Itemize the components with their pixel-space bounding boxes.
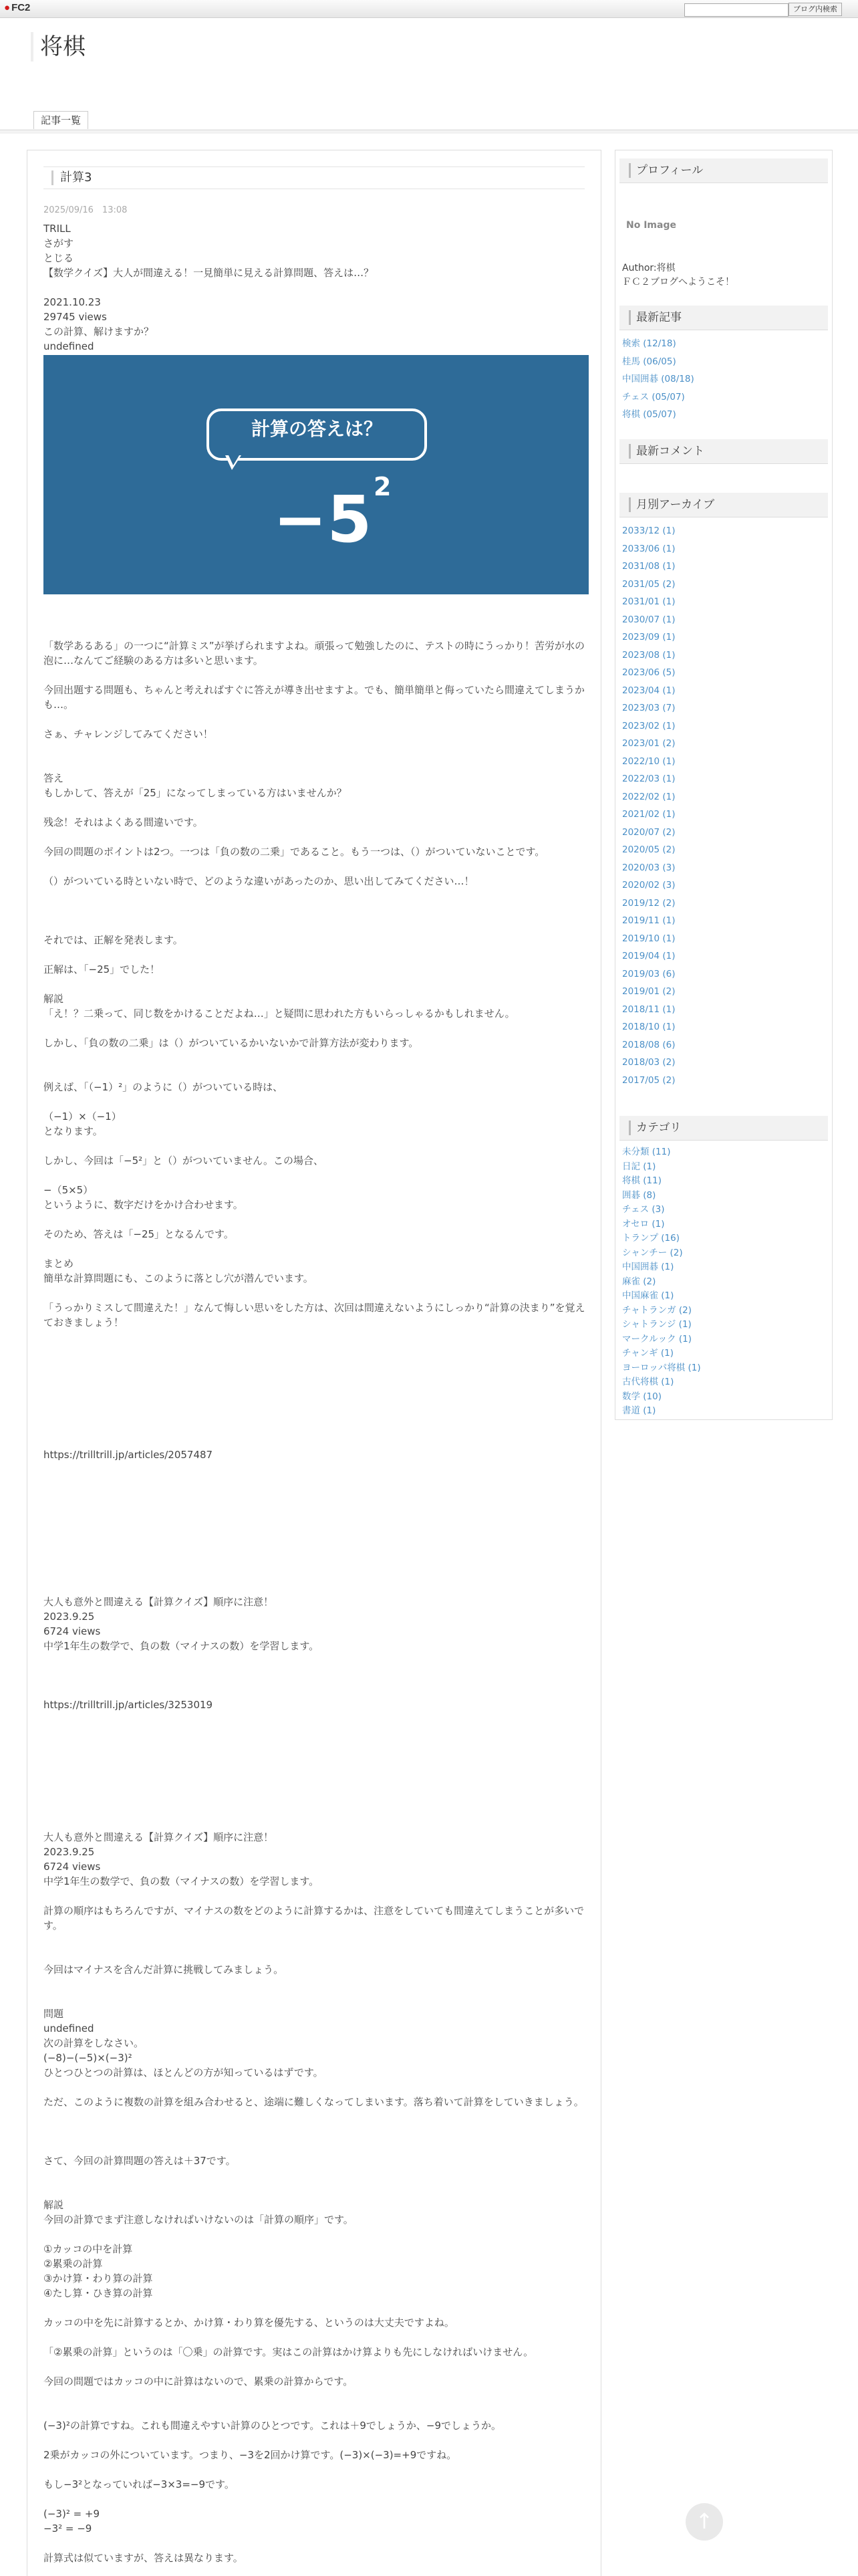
paragraph: 中学1年生の数学で、負の数（マイナスの数）を学習します。 [43, 1640, 319, 1652]
recent-comments-box [615, 431, 832, 471]
archive-link[interactable]: 2019/10 (1) [622, 933, 676, 944]
paragraph: 6724 views [43, 1861, 101, 1873]
intro-line: undefined [43, 340, 94, 352]
paragraph [43, 1712, 591, 1727]
archive-link[interactable]: 2019/11 (1) [622, 915, 676, 926]
entry-body [43, 221, 591, 2565]
paragraph: カッコの中を先に計算するとか、かけ算・わり算を優先する、というのは大丈夫ですよね。 [43, 2317, 454, 2329]
category-box [615, 1108, 832, 1415]
paragraph: undefined [43, 2022, 94, 2034]
category-link[interactable]: 将棋 (11) [622, 1175, 662, 1186]
entry-date: 2025/09/16 13:08 [43, 205, 128, 215]
archive-link[interactable]: 2031/08 (1) [622, 561, 676, 572]
blog-search-input[interactable] [684, 3, 789, 17]
paragraph [43, 1462, 591, 1477]
paragraph [43, 903, 591, 918]
fc2-brand: FC2 [11, 2, 31, 13]
paragraph: 計算式は似ていますが、答えは異なります。 [43, 2552, 243, 2564]
paragraph: もしかして、答えが「25」になってしまっている方はいませんか？ [43, 787, 347, 799]
archive-link[interactable]: 2023/02 (1) [622, 720, 676, 731]
paragraph: ただ、このように複数の計算を組み合わせると、途端に難しくなってしまいます。落ち着いて計算をしていきましょう。 [43, 2096, 584, 2108]
archive-link[interactable]: 2033/06 (1) [622, 543, 676, 554]
paragraph: 2023.9.25 [43, 1611, 95, 1623]
profile-author: Author:将棋 [622, 263, 676, 273]
paragraph [43, 1212, 591, 1227]
paragraph: 解説 [43, 2199, 64, 2211]
paragraph [43, 2168, 591, 2183]
paragraph [43, 668, 591, 683]
paragraph: 解説 [43, 993, 64, 1005]
paragraph: 今回出題する問題も、ちゃんと考えればすぐに答えが導き出せますよ。でも、簡単簡単と侮っていたら間違えてしまうかも…。 [43, 684, 585, 711]
paragraph: 計算の順序はもちろんですが、マイナスの数をどのように計算するかは、注意をしていても間違えてしまうことが多いです。 [43, 1905, 585, 1931]
paragraph [43, 2183, 591, 2198]
paragraph: 2023.9.25 [43, 1846, 95, 1858]
profile-no-image: No Image [626, 220, 676, 231]
paragraph [43, 756, 591, 771]
paragraph: 中学1年生の数学で、負の数（マイナスの数）を学習します。 [43, 1875, 319, 1887]
category-link[interactable]: 数学 (10) [622, 1391, 662, 1402]
paragraph: ②累乗の計算 [43, 2258, 103, 2270]
paragraph: そのため、答えは「−25」となるんです。 [43, 1228, 234, 1240]
paragraph [43, 2301, 591, 2315]
paragraph [43, 1242, 591, 1256]
paragraph: 「②累乗の計算」というのは「〇乗」の計算です。実はこの計算はかけ算よりも先にしなければいけません。 [43, 2346, 534, 2358]
paragraph [43, 1374, 591, 1389]
header-divider [0, 131, 858, 134]
recent-post-link[interactable]: 中国囲碁 (08/18) [622, 374, 694, 384]
intro-line: この計算、解けますか？ [43, 326, 154, 338]
paragraph [43, 918, 591, 933]
paragraph: 残念！それはよくある間違いです。 [43, 816, 203, 828]
archive-title: 月別アーカイブ [629, 497, 714, 512]
paragraph [43, 1506, 591, 1521]
paragraph: （）がついている時といない時で、どのような違いがあったのか、思い出してみてください…！ [43, 875, 474, 887]
paragraph [43, 1492, 591, 1506]
recent-post-link[interactable]: 将棋 (05/07) [622, 409, 676, 420]
paragraph: というように、数字だけをかけ合わせます。 [43, 1199, 243, 1211]
paragraph [43, 2330, 591, 2345]
category-link[interactable]: 中国囲碁 (1) [622, 1262, 674, 1272]
paragraph: 2乗がカッコの外についています。つまり、−3を2回かけ算です。(−3)×(−3)=+9ですね。 [43, 2449, 457, 2461]
category-link[interactable]: 日記 (1) [622, 1161, 656, 1172]
paragraph [43, 2227, 591, 2242]
paragraph [43, 2492, 591, 2506]
archive-link[interactable]: 2020/07 (2) [622, 826, 676, 838]
paragraph [43, 712, 591, 727]
blog-search-button[interactable]: ブログ内検索 [789, 3, 842, 16]
paragraph [43, 1565, 591, 1580]
profile-title: プロフィール [629, 163, 703, 178]
archive-link[interactable]: 2022/03 (1) [622, 774, 676, 784]
intro-line [43, 280, 591, 295]
paragraph [43, 1359, 591, 1374]
archive-link[interactable]: 2031/01 (1) [622, 596, 676, 607]
paragraph [43, 1742, 591, 1756]
paragraph [43, 1683, 591, 1697]
intro-line: とじる [43, 252, 74, 264]
paragraph [43, 1139, 591, 1153]
paragraph [43, 1786, 591, 1800]
entry-title[interactable]: 計算3 [51, 170, 92, 185]
paragraph [43, 1815, 591, 1830]
fc2-logo-icon[interactable]: ● FC2 [4, 2, 31, 13]
archive-link[interactable]: 2033/12 (1) [622, 525, 676, 536]
paragraph: しかし、「負の数の二乗」は（）がついているかいないかで計算方法が変わります。 [43, 1037, 419, 1049]
paragraph [43, 2080, 591, 2095]
quiz-image [43, 355, 589, 594]
paragraph [43, 2536, 591, 2551]
profile-text [622, 261, 734, 289]
paragraph: 問題 [43, 2008, 64, 2020]
paragraph [43, 2359, 591, 2374]
archive-heading [619, 493, 828, 517]
speech-bubble-tail-inner [229, 455, 239, 465]
archive-link[interactable]: 2023/09 (1) [622, 632, 676, 642]
paragraph: しかし、今回は「−5²」と（）がついていません。この場合、 [43, 1155, 324, 1167]
archive-link[interactable]: 2022/10 (1) [622, 755, 676, 767]
archive-link[interactable]: 2019/03 (6) [622, 968, 676, 979]
paragraph [43, 1550, 591, 1565]
paragraph: 正解は、「−25」でした！ [43, 963, 160, 975]
category-link[interactable]: マークルック (1) [622, 1333, 692, 1344]
paragraph [43, 1948, 591, 1962]
category-title: カテゴリ [629, 1121, 681, 1135]
paragraph: 6724 views [43, 1625, 101, 1637]
paragraph [43, 1330, 591, 1344]
archive-link[interactable]: 2020/05 (2) [622, 844, 676, 855]
paragraph [43, 1065, 591, 1080]
category-link[interactable]: オセロ (1) [622, 1218, 665, 1230]
archive-link[interactable]: 2019/04 (1) [622, 951, 676, 961]
archive-link[interactable]: 2020/03 (3) [622, 862, 676, 873]
paragraph [43, 2462, 591, 2477]
paragraph [43, 624, 591, 638]
paragraph: −（5×5） [43, 1184, 94, 1196]
paragraph [43, 2109, 591, 2124]
paragraph[interactable]: https://trilltrill.jp/articles/3253019 [43, 1699, 213, 1711]
archive-link[interactable]: 2018/11 (1) [622, 1004, 676, 1015]
blog-title[interactable]: 将棋 [31, 32, 86, 62]
profile-box [615, 150, 832, 291]
paragraph [43, 1389, 591, 1403]
paragraph: さぁ、チャレンジしてみてください！ [43, 728, 213, 740]
paragraph: 「え！？二乗って、同じ数をかけることだよね…」と疑問に思われた方もいらっしゃるかもしれません。 [43, 1008, 515, 1020]
paragraph [43, 2124, 591, 2139]
intro-line: 【数学クイズ】大人が間違える！一見簡単に見える計算問題、答えは…？ [43, 267, 374, 279]
archive-link[interactable]: 2023/01 (2) [622, 738, 676, 749]
global-nav [0, 107, 858, 130]
paragraph: 今回はマイナスを含んだ計算に挑戦してみましょう。 [43, 1964, 284, 1976]
archive-link[interactable]: 2018/10 (1) [622, 1022, 676, 1032]
category-link[interactable]: 書道 (1) [622, 1405, 656, 1416]
paragraph [43, 1580, 591, 1595]
category-link[interactable]: ヨーロッパ将棋 (1) [622, 1362, 701, 1373]
category-link[interactable]: シャンチー (2) [622, 1247, 683, 1258]
recent-posts-heading [619, 306, 828, 330]
paragraph [43, 830, 591, 844]
archive-link[interactable]: 2020/02 (3) [622, 880, 676, 891]
paragraph [43, 889, 591, 903]
paragraph [43, 594, 591, 609]
paragraph: 今回の問題のポイントは2つ。一つは「負の数の二乗」であること。もう一つは、（）がついていないことです。 [43, 846, 545, 858]
category-link[interactable]: 中国麻雀 (1) [622, 1290, 674, 1301]
paragraph: 今回の問題ではカッコの中に計算はないので、累乗の計算からです。 [43, 2375, 353, 2387]
quiz-image-exponent: 2 [374, 472, 392, 501]
profile-heading [619, 158, 828, 183]
archive-link[interactable]: 2019/01 (2) [622, 986, 676, 997]
archive-link[interactable]: 2023/06 (5) [622, 667, 676, 678]
main-content [27, 150, 601, 2576]
recent-post-link[interactable]: 桂馬 (06/05) [622, 356, 676, 367]
recent-post-link[interactable]: チェス (05/07) [622, 391, 685, 402]
category-list [622, 1145, 701, 1419]
archive-link[interactable]: 2017/05 (2) [622, 1074, 676, 1086]
arrow-up-icon[interactable]: ↑ [686, 2503, 723, 2541]
entry-header [43, 166, 585, 189]
paragraph [43, 1889, 591, 1903]
paragraph: 次の計算をしなさい。 [43, 2037, 144, 2049]
paragraph [43, 2404, 591, 2418]
intro-line: TRILL [43, 223, 71, 235]
paragraph: (−3)² = +9 [43, 2508, 100, 2520]
paragraph [43, 1771, 591, 1786]
paragraph [43, 1344, 591, 1359]
category-link[interactable]: シャトランジ (1) [622, 1319, 692, 1330]
paragraph[interactable]: https://trilltrill.jp/articles/2057487 [43, 1449, 213, 1461]
category-link[interactable]: トランプ (16) [622, 1233, 680, 1244]
archive-link[interactable]: 2019/12 (2) [622, 897, 676, 909]
fc2-toolbar [0, 0, 858, 18]
paragraph: さて、今回の計算問題の答えは＋37です。 [43, 2155, 236, 2167]
intro-line: さがす [43, 237, 74, 249]
entry-paragraphs [43, 594, 591, 2565]
paragraph: ③かけ算・わり算の計算 [43, 2272, 153, 2285]
archive-link[interactable]: 2022/02 (1) [622, 791, 676, 802]
paragraph: まとめ [43, 1258, 74, 1270]
paragraph [43, 1403, 591, 1418]
archive-link[interactable]: 2030/07 (1) [622, 614, 676, 625]
intro-line: 29745 views [43, 311, 107, 323]
paragraph: 大人も意外と間違える【計算クイズ】順序に注意！ [43, 1596, 274, 1608]
paragraph [43, 1168, 591, 1183]
paragraph [43, 1992, 591, 2006]
paragraph [43, 1800, 591, 1815]
paragraph [43, 947, 591, 962]
paragraph: ①カッコの中を計算 [43, 2243, 133, 2255]
category-heading [619, 1116, 828, 1141]
archive-link[interactable]: 2031/05 (2) [622, 578, 676, 590]
paragraph: ④たし算・ひき算の計算 [43, 2287, 153, 2299]
paragraph [43, 2139, 591, 2153]
category-link[interactable]: 麻雀 (2) [622, 1276, 656, 1287]
paragraph: (−3)²の計算ですね。これも間違えやすい計算のひとつです。これは＋9でしょうか、−9でしょうか。 [43, 2420, 501, 2432]
paragraph [43, 2433, 591, 2448]
profile-greeting: ＦＣ２ブログへようこそ！ [622, 277, 734, 287]
recent-posts-box [615, 298, 832, 420]
entry-intro [43, 221, 591, 354]
archive-link[interactable]: 2023/04 (1) [622, 685, 676, 696]
paragraph: もし−3²となっていれば−3×3=−9です。 [43, 2478, 235, 2490]
paragraph [43, 1286, 591, 1300]
category-link[interactable]: 未分類 (11) [622, 1147, 671, 1157]
paragraph [43, 1536, 591, 1550]
recent-comments-title: 最新コメント [629, 444, 704, 459]
quiz-image-expression: −5 [273, 482, 372, 557]
paragraph: となります。 [43, 1125, 103, 1137]
paragraph: ひとつひとつの計算は、ほとんどの方が知っているはずです。 [43, 2067, 323, 2079]
paragraph: 今回の計算でまず注意しなければいけないのは「計算の順序」です。 [43, 2214, 353, 2226]
paragraph [43, 1653, 591, 1668]
paragraph [43, 1727, 591, 1742]
archive-link[interactable]: 2023/03 (7) [622, 703, 676, 713]
paragraph: 「うっかりミスして間違えた！」なんて悔しい思いをした方は、次回は間違えないようにしっかり“計算の決まり”を覚えておきましょう！ [43, 1302, 585, 1328]
paragraph: 簡単な計算問題にも、このように落とし穴が潜んでいます。 [43, 1272, 313, 1284]
paragraph: 大人も意外と間違える【計算クイズ】順序に注意！ [43, 1831, 274, 1843]
archive-link[interactable]: 2018/03 (2) [622, 1057, 676, 1068]
intro-line: 2021.10.23 [43, 296, 101, 308]
archive-link[interactable]: 2018/08 (6) [622, 1039, 676, 1050]
paragraph [43, 859, 591, 874]
paragraph [43, 1521, 591, 1536]
paragraph: (−8)−(−5)×(−3)² [43, 2052, 132, 2064]
paragraph [43, 1477, 591, 1492]
recent-posts-title: 最新記事 [629, 310, 682, 325]
archive-link[interactable]: 2021/02 (1) [622, 809, 676, 820]
paragraph [43, 1433, 591, 1447]
paragraph [43, 1094, 591, 1109]
paragraph: （−1）×（−1） [43, 1110, 122, 1123]
recent-posts-list [622, 335, 694, 424]
paragraph: それでは、正解を発表します。 [43, 934, 183, 946]
category-link[interactable]: チャトランガ (2) [622, 1304, 692, 1316]
quiz-image-caption: 計算の答えは？ [251, 418, 382, 440]
recent-comments-heading [619, 439, 828, 464]
paragraph [43, 977, 591, 991]
paragraph: 例えば、「（−1）²」のように（）がついている時は、 [43, 1081, 283, 1093]
paragraph [43, 609, 591, 624]
paragraph [43, 1977, 591, 1992]
category-link[interactable]: チャンギ (1) [622, 1348, 674, 1359]
category-link[interactable]: 古代将棋 (1) [622, 1377, 674, 1387]
sidebar [615, 150, 833, 1420]
recent-post-link[interactable]: 検索 (12/18) [622, 338, 676, 349]
archive-link[interactable]: 2023/08 (1) [622, 649, 676, 661]
paragraph: 答え [43, 772, 64, 784]
paragraph [43, 741, 591, 756]
paragraph [43, 1021, 591, 1036]
paragraph [43, 2389, 591, 2404]
paragraph: −3² = −9 [43, 2523, 92, 2535]
paragraph [43, 1050, 591, 1065]
category-link[interactable]: チェス (3) [622, 1204, 665, 1215]
paragraph [43, 1668, 591, 1683]
category-link[interactable]: 囲碁 (8) [622, 1189, 656, 1201]
paragraph: 「数学あるある」の一つに“計算ミス”が挙げられますよね。頑張って勉強したのに、テストの時にうっかり！苦労が水の泡に…なんてご経験のある方は多いと思います。 [43, 640, 585, 667]
paragraph [43, 800, 591, 815]
paragraph [43, 1756, 591, 1771]
archive-list [622, 522, 676, 1089]
paragraph [43, 1418, 591, 1433]
nav-item-article-list[interactable]: 記事一覧 [33, 111, 88, 129]
paragraph [43, 1933, 591, 1948]
